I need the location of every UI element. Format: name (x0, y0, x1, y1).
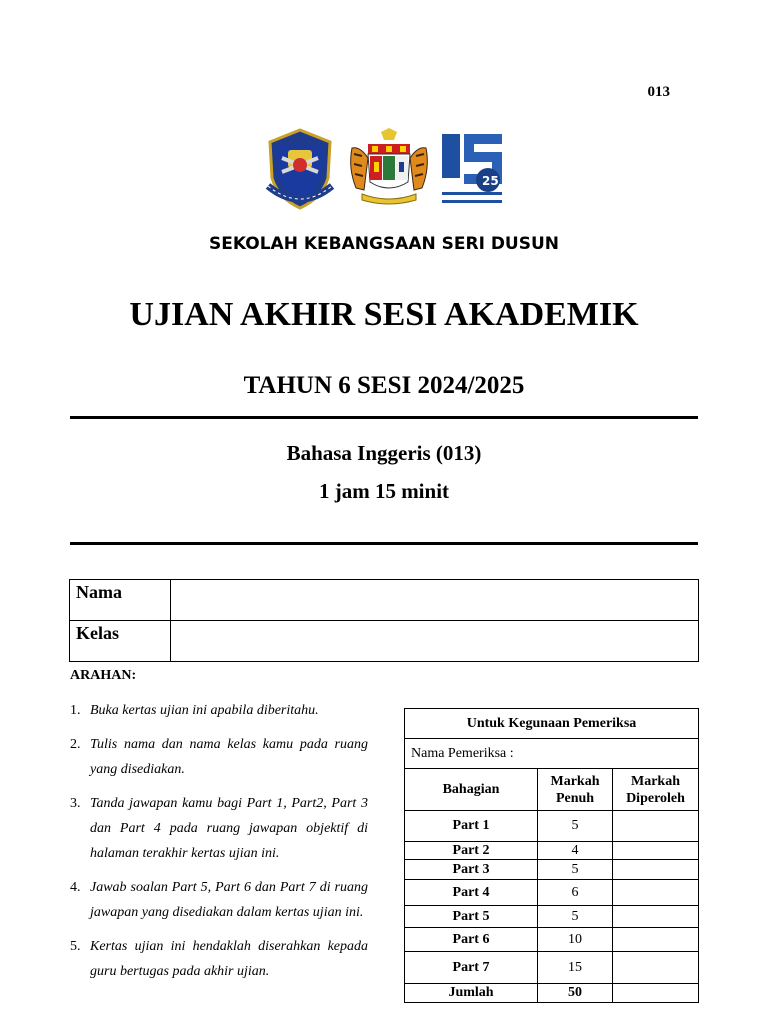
column-header-section: Bahagian (405, 769, 538, 811)
instruction-item (70, 791, 368, 866)
subject-title: Bahasa Inggeris (013) (286, 441, 482, 465)
exam-title: UJIAN AKHIR SESI AKADEMIK (129, 296, 639, 333)
instruction-text: Kertas ujian ini hendaklah diserahkan kepada guru bertugas pada akhir ujian. (90, 939, 368, 979)
divider-bottom (70, 542, 698, 545)
instruction-number: 3. (70, 796, 81, 811)
part-label: Part 5 (405, 906, 538, 928)
svg-text:25: 25 (482, 174, 499, 188)
full-mark: 5 (538, 811, 613, 842)
total-obtained-mark[interactable] (613, 984, 699, 1003)
part-label: Part 7 (405, 952, 538, 984)
instructions-heading: ARAHAN: (70, 668, 137, 683)
year-session: TAHUN 6 SESI 2024/2025 (243, 372, 525, 399)
full-mark: 10 (538, 928, 613, 952)
obtained-mark[interactable] (613, 952, 699, 984)
name-row (70, 580, 699, 621)
table-row (405, 811, 699, 842)
instruction-text: Jawab soalan Part 5, Part 6 dan Part 7 di ruang jawapan yang disediakan dalam kertas ujian ini. (90, 880, 368, 920)
instruction-text: Buka kertas ujian ini apabila diberitahu. (90, 703, 319, 718)
instruction-number: 5. (70, 939, 81, 954)
instruction-item (70, 875, 368, 925)
full-mark: 6 (538, 880, 613, 906)
column-header-obtained-marks: Markah Diperoleh (613, 769, 699, 811)
part-label: Part 1 (405, 811, 538, 842)
instructions-list (70, 698, 368, 993)
obtained-mark[interactable] (613, 906, 699, 928)
instruction-text: Tulis nama dan nama kelas kamu pada ruang yang disediakan. (90, 737, 368, 777)
table-row (405, 928, 699, 952)
part-label: Part 4 (405, 880, 538, 906)
instruction-number: 1. (70, 703, 81, 718)
divider-top (70, 416, 698, 419)
class-row (70, 621, 699, 662)
school-crest-logo (262, 128, 338, 210)
examiner-marks-table (404, 708, 699, 1003)
exam-duration: 1 jam 15 minit (318, 479, 450, 503)
total-label: Jumlah (405, 984, 538, 1003)
obtained-mark[interactable] (613, 811, 699, 842)
instruction-text: Tanda jawapan kamu bagi Part 1, Part2, Part 3 dan Part 4 pada ruang jawapan objektif di halaman terakhir kertas ujian ini. (90, 796, 368, 861)
is25-logo (438, 128, 506, 210)
examiner-table-title: Untuk Kegunaan Pemeriksa (405, 709, 699, 739)
part-label: Part 2 (405, 842, 538, 860)
instruction-item (70, 934, 368, 984)
full-mark: 5 (538, 906, 613, 928)
obtained-mark[interactable] (613, 928, 699, 952)
table-row (405, 842, 699, 860)
total-row (405, 984, 699, 1003)
full-mark: 15 (538, 952, 613, 984)
table-row (405, 906, 699, 928)
student-info-table (69, 579, 699, 662)
instruction-number: 2. (70, 737, 81, 752)
part-label: Part 6 (405, 928, 538, 952)
coat-of-arms-logo (344, 128, 434, 208)
obtained-mark[interactable] (613, 860, 699, 880)
full-mark: 5 (538, 860, 613, 880)
obtained-mark[interactable] (613, 880, 699, 906)
name-label: Nama (70, 580, 171, 621)
class-label: Kelas (70, 621, 171, 662)
instruction-item (70, 732, 368, 782)
school-name: SEKOLAH KEBANGSAAN SERI DUSUN (208, 234, 560, 254)
table-row (405, 952, 699, 984)
table-row (405, 880, 699, 906)
total-full-mark: 50 (538, 984, 613, 1003)
table-row (405, 860, 699, 880)
paper-code: 013 (647, 84, 670, 100)
class-field[interactable] (171, 621, 699, 662)
instruction-item (70, 698, 368, 723)
examiner-name-field[interactable]: Nama Pemeriksa : (405, 739, 699, 769)
name-field[interactable] (171, 580, 699, 621)
part-label: Part 3 (405, 860, 538, 880)
column-header-full-marks: Markah Penuh (538, 769, 613, 811)
logo-strip (262, 128, 508, 210)
instruction-number: 4. (70, 880, 81, 895)
obtained-mark[interactable] (613, 842, 699, 860)
full-mark: 4 (538, 842, 613, 860)
